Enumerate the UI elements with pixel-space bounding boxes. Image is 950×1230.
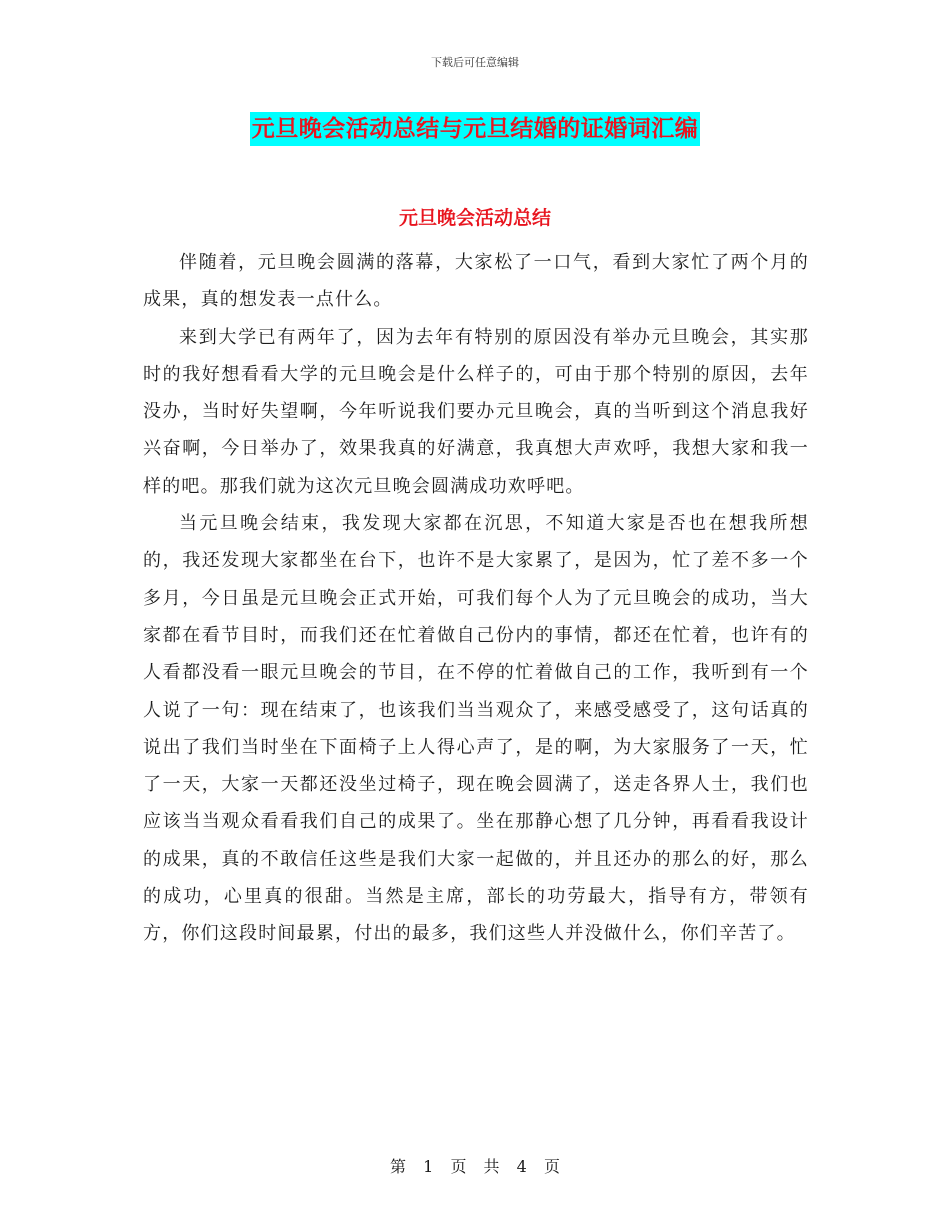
- footer-page-word: 页: [450, 1157, 467, 1176]
- document-body: [143, 244, 809, 953]
- section-heading: 元旦晚会活动总结: [398, 207, 551, 229]
- footer-total-word: 共: [483, 1157, 500, 1176]
- paragraph: 当元旦晚会结束，我发现大家都在沉思，不知道大家是否也在想我所想的，我还发现大家都坐在台下，也许不是大家累了，是因为，忙了差不多一个多月，今日虽是元旦晚会正式开始，可我们每个人为了元旦晚会的成功，当大家都在看节目时，而我们还在忙着做自己份内的事情，都还在忙着，也许有的人看都没看一眼元旦晚会的节目，在不停的忙着做自己的工作，我听到有一个人说了一句：现在结束了，也该我们当当观众了，来感受感受了，这句话真的说出了我们当时坐在下面椅子上人得心声了，是的啊，为大家服务了一天，忙了一天，大家一天都还没坐过椅子，现在晚会圆满了，送走各界人士，我们也应该当当观众看看我们自己的成果了。坐在那静心想了几分钟，再看看我设计的成果，真的不敢信任这些是我们大家一起做的，并且还办的那么的好，那么的成功，心里真的很甜。当然是主席，部长的功劳最大，指导有方，带领有方，你们这段时间最累，付出的最多，我们这些人并没做什么，你们辛苦了。: [143, 513, 809, 945]
- main-title-container: [0, 112, 950, 146]
- paragraph: 伴随着，元旦晚会圆满的落幕，大家松了一口气，看到大家忙了两个月的成果，真的想发表一点什么。: [143, 252, 809, 311]
- paragraph: 来到大学已有两年了，因为去年有特别的原因没有举办元旦晚会，其实那时的我好想看看大学的元旦晚会是什么样子的，可由于那个特别的原因，去年没办，当时好失望啊，今年听说我们要办元旦晚会，真的当听到这个消息我好兴奋啊，今日举办了，效果我真的好满意，我真想大声欢呼，我想大家和我一样的吧。那我们就为这次元旦晚会圆满成功欢呼吧。: [143, 326, 809, 497]
- header-note: 下载后可任意编辑: [431, 56, 519, 69]
- footer-suffix: 页: [543, 1157, 560, 1176]
- document-title: 元旦晚会活动总结与元旦结婚的证婚词汇编: [250, 112, 701, 146]
- page-footer: [0, 1154, 950, 1177]
- footer-prefix: 第: [390, 1157, 407, 1176]
- current-page-number: 1: [423, 1157, 434, 1176]
- total-page-number: 4: [516, 1157, 527, 1176]
